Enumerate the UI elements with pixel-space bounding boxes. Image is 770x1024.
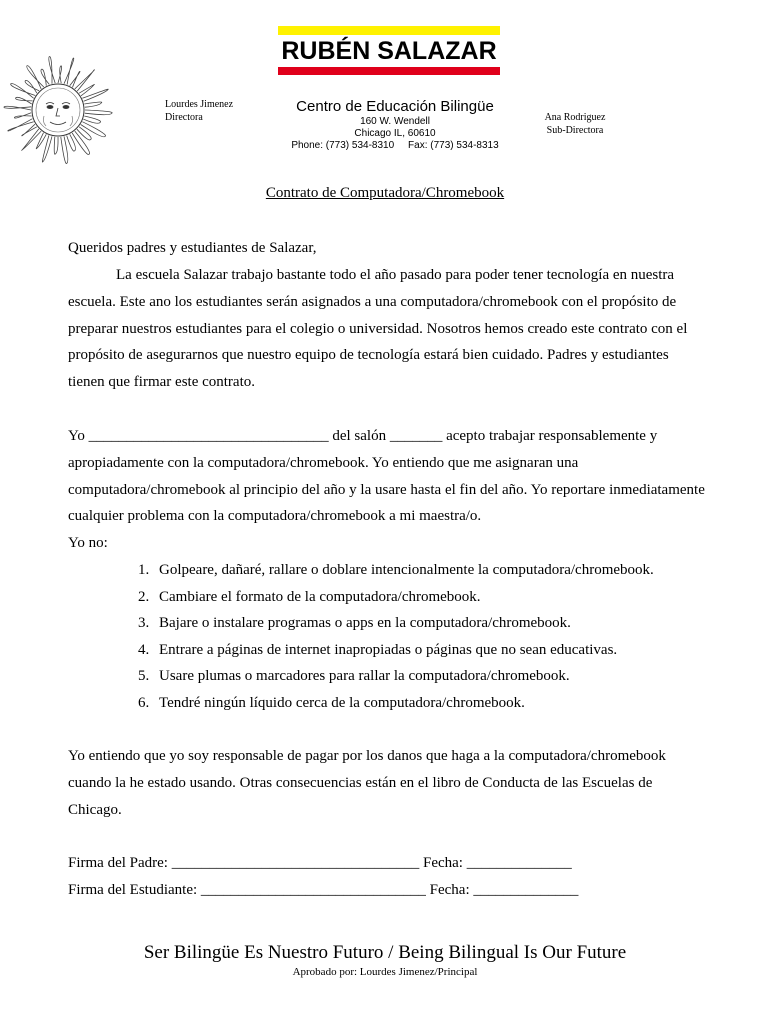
- agreement-paragraph: Yo ________________________________ del salón _______ acepto trabajar responsablemente y apropiadamente con la computadora/chromebook. Yo entiendo que me asignaran una computadora/chromebook al principio del año y la usare hasta el fin del año. Yo reportare inmediatamente cualquier problema con la computadora/chromebook a mi maestra/o.: [68, 428, 705, 525]
- rules-list: [138, 557, 738, 717]
- list-item: 3. Bajare o instalare programas o apps en la computadora/chromebook.: [138, 615, 571, 632]
- center-title: Centro de Educación Bilingüe: [296, 98, 494, 115]
- header-red-bar: [278, 67, 500, 75]
- footer-approval: Aprobado por: Lourdes Jimenez/Principal: [292, 966, 478, 978]
- list-item: 5. Usare plumas o marcadores para rallar la computadora/chromebook.: [138, 668, 570, 685]
- list-item: 6. Tendré ningún líquido cerca de la computadora/chromebook.: [138, 694, 525, 711]
- contract-title: Contrato de Computadora/Chromebook: [265, 185, 505, 201]
- parent-signature-line[interactable]: Firma del Padre: _________________________________ Fecha: ______________: [68, 855, 572, 871]
- responsibility-paragraph: Yo entiendo que yo soy responsable de pagar por los danos que haga a la computadora/chromebook cuando la he estado usando. Otras consecuencias están en el libro de Conducta de las Escuelas de Chicago.: [68, 748, 666, 818]
- sun-face-icon: [0, 50, 118, 166]
- director-name: Lourdes Jimenez: [165, 99, 234, 110]
- director-role: Directora: [165, 112, 203, 123]
- student-signature-line[interactable]: Firma del Estudiante: ______________________________ Fecha: ______________: [68, 882, 579, 898]
- address-line-2: Chicago IL, 60610: [354, 128, 436, 139]
- sub-director-name: Ana Rodriguez: [544, 112, 606, 123]
- intro-paragraph-text: La escuela Salazar trabajo bastante todo el año pasado para poder tener tecnología en nuestra escuela. Este ano los estudiantes serán asignados a una computadora/chromebook con el propósito de preparar nuestros estudiantes para el colegio o universidad. Nosotros hemos creado este contrato con el propósito de asegurarnos que nuestro equipo de tecnología estará bien cuidado. Padres y estudiantes tienen que firmar este contrato.: [68, 267, 688, 391]
- signature-block: [68, 850, 708, 904]
- header-yellow-bar: [278, 26, 500, 35]
- school-name: RUBÉN SALAZAR: [281, 37, 497, 65]
- sub-director-block: [530, 111, 620, 137]
- footer-motto: Ser Bilingüe Es Nuestro Futuro / Being Bilingual Is Our Future: [143, 942, 627, 963]
- yo-no-label: Yo no:: [68, 535, 108, 551]
- director-block: [165, 98, 233, 124]
- sub-director-role: Sub-Directora: [546, 125, 604, 136]
- list-item: 1. Golpeare, dañaré, rallare o doblare intencionalmente la computadora/chromebook.: [138, 562, 654, 578]
- list-item: 4. Entrare a páginas de internet inapropiadas o páginas que no sean educativas.: [138, 641, 618, 658]
- phone-fax-line: Phone: (773) 534-8310 Fax: (773) 534-8313: [291, 140, 499, 151]
- list-item: 2. Cambiare el formato de la computadora/chromebook.: [138, 588, 481, 605]
- address-line-1: 160 W. Wendell: [360, 116, 430, 127]
- school-info-block: [270, 97, 520, 152]
- greeting: Queridos padres y estudiantes de Salazar,: [68, 240, 317, 256]
- intro-paragraph: [68, 262, 708, 396]
